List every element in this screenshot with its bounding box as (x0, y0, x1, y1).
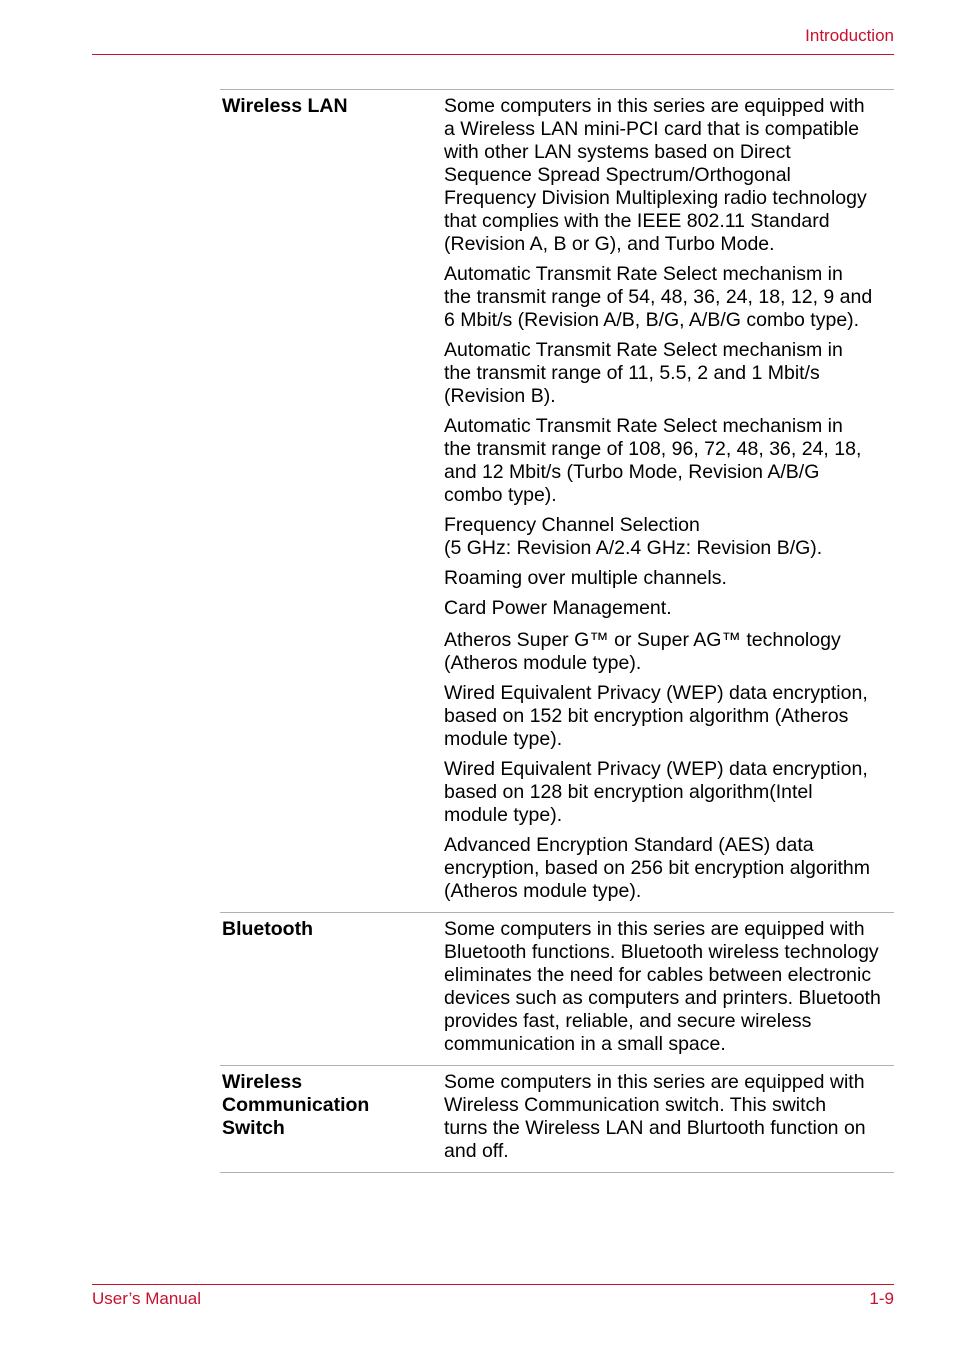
row-label: Wireless LAN (222, 95, 348, 117)
table-row-bluetooth (220, 913, 894, 1066)
paragraph: Automatic Transmit Rate Select mechanism in the transmit range of 54, 48, 36, 24, 18, 12, 9 and 6 Mbit/s (Revision A/B, B/G, A/B/G combo type). (444, 263, 873, 331)
footer-manual-title: User’s Manual (92, 1289, 201, 1308)
row-label: Bluetooth (222, 918, 313, 940)
paragraph: Wired Equivalent Privacy (WEP) data encryption, based on 152 bit encryption algorithm (Atheros module type). (444, 682, 868, 750)
paragraph: Card Power Management. (444, 597, 672, 619)
row-description (442, 913, 894, 1065)
spec-table (220, 89, 894, 1173)
paragraph: Automatic Transmit Rate Select mechanism in the transmit range of 108, 96, 72, 48, 36, 24, 18, and 12 Mbit/s (Turbo Mode, Revision A/B/G combo type). (444, 415, 862, 506)
paragraph: Atheros Super G™ or Super AG™ technology (Atheros module type). (444, 629, 841, 674)
header-rule (92, 54, 894, 55)
table-row-wireless-lan (220, 90, 894, 913)
row-label: Wireless Communication Switch (222, 1071, 370, 1139)
row-description (442, 1066, 894, 1172)
table-row-wireless-switch (220, 1066, 894, 1173)
paragraph: Some computers in this series are equipped with a Wireless LAN mini-PCI card that is compatible with other LAN systems based on Direct Sequence Spread Spectrum/Orthogonal Frequency Division Multiplexing radio technology that complies with the IEEE 802.11 Standard (Revision A, B or G), and Turbo Mode. (444, 95, 867, 255)
paragraph: Some computers in this series are equipped with Bluetooth functions. Bluetooth wireless technology eliminates the need for cables between electronic devices such as computers and printers. Bluetooth provides fast, reliable, and secure wireless communication in a small space. (444, 918, 881, 1055)
footer-rule (92, 1284, 894, 1285)
paragraph: Some computers in this series are equipped with Wireless Communication switch. This switch turns the Wireless LAN and Blurtooth function on and off. (444, 1071, 866, 1162)
paragraph: Automatic Transmit Rate Select mechanism in the transmit range of 11, 5.5, 2 and 1 Mbit/s (Revision B). (444, 339, 843, 407)
paragraph: Roaming over multiple channels. (444, 567, 727, 589)
paragraph: Frequency Channel Selection (5 GHz: Revision A/2.4 GHz: Revision B/G). (444, 514, 823, 559)
row-description (442, 90, 894, 912)
paragraph: Advanced Encryption Standard (AES) data encryption, based on 256 bit encryption algorithm (Atheros module type). (444, 834, 871, 902)
paragraph: Wired Equivalent Privacy (WEP) data encryption, based on 128 bit encryption algorithm(Intel module type). (444, 758, 868, 826)
page-number: 1-9 (869, 1289, 894, 1308)
header-section-title: Introduction (805, 26, 894, 45)
